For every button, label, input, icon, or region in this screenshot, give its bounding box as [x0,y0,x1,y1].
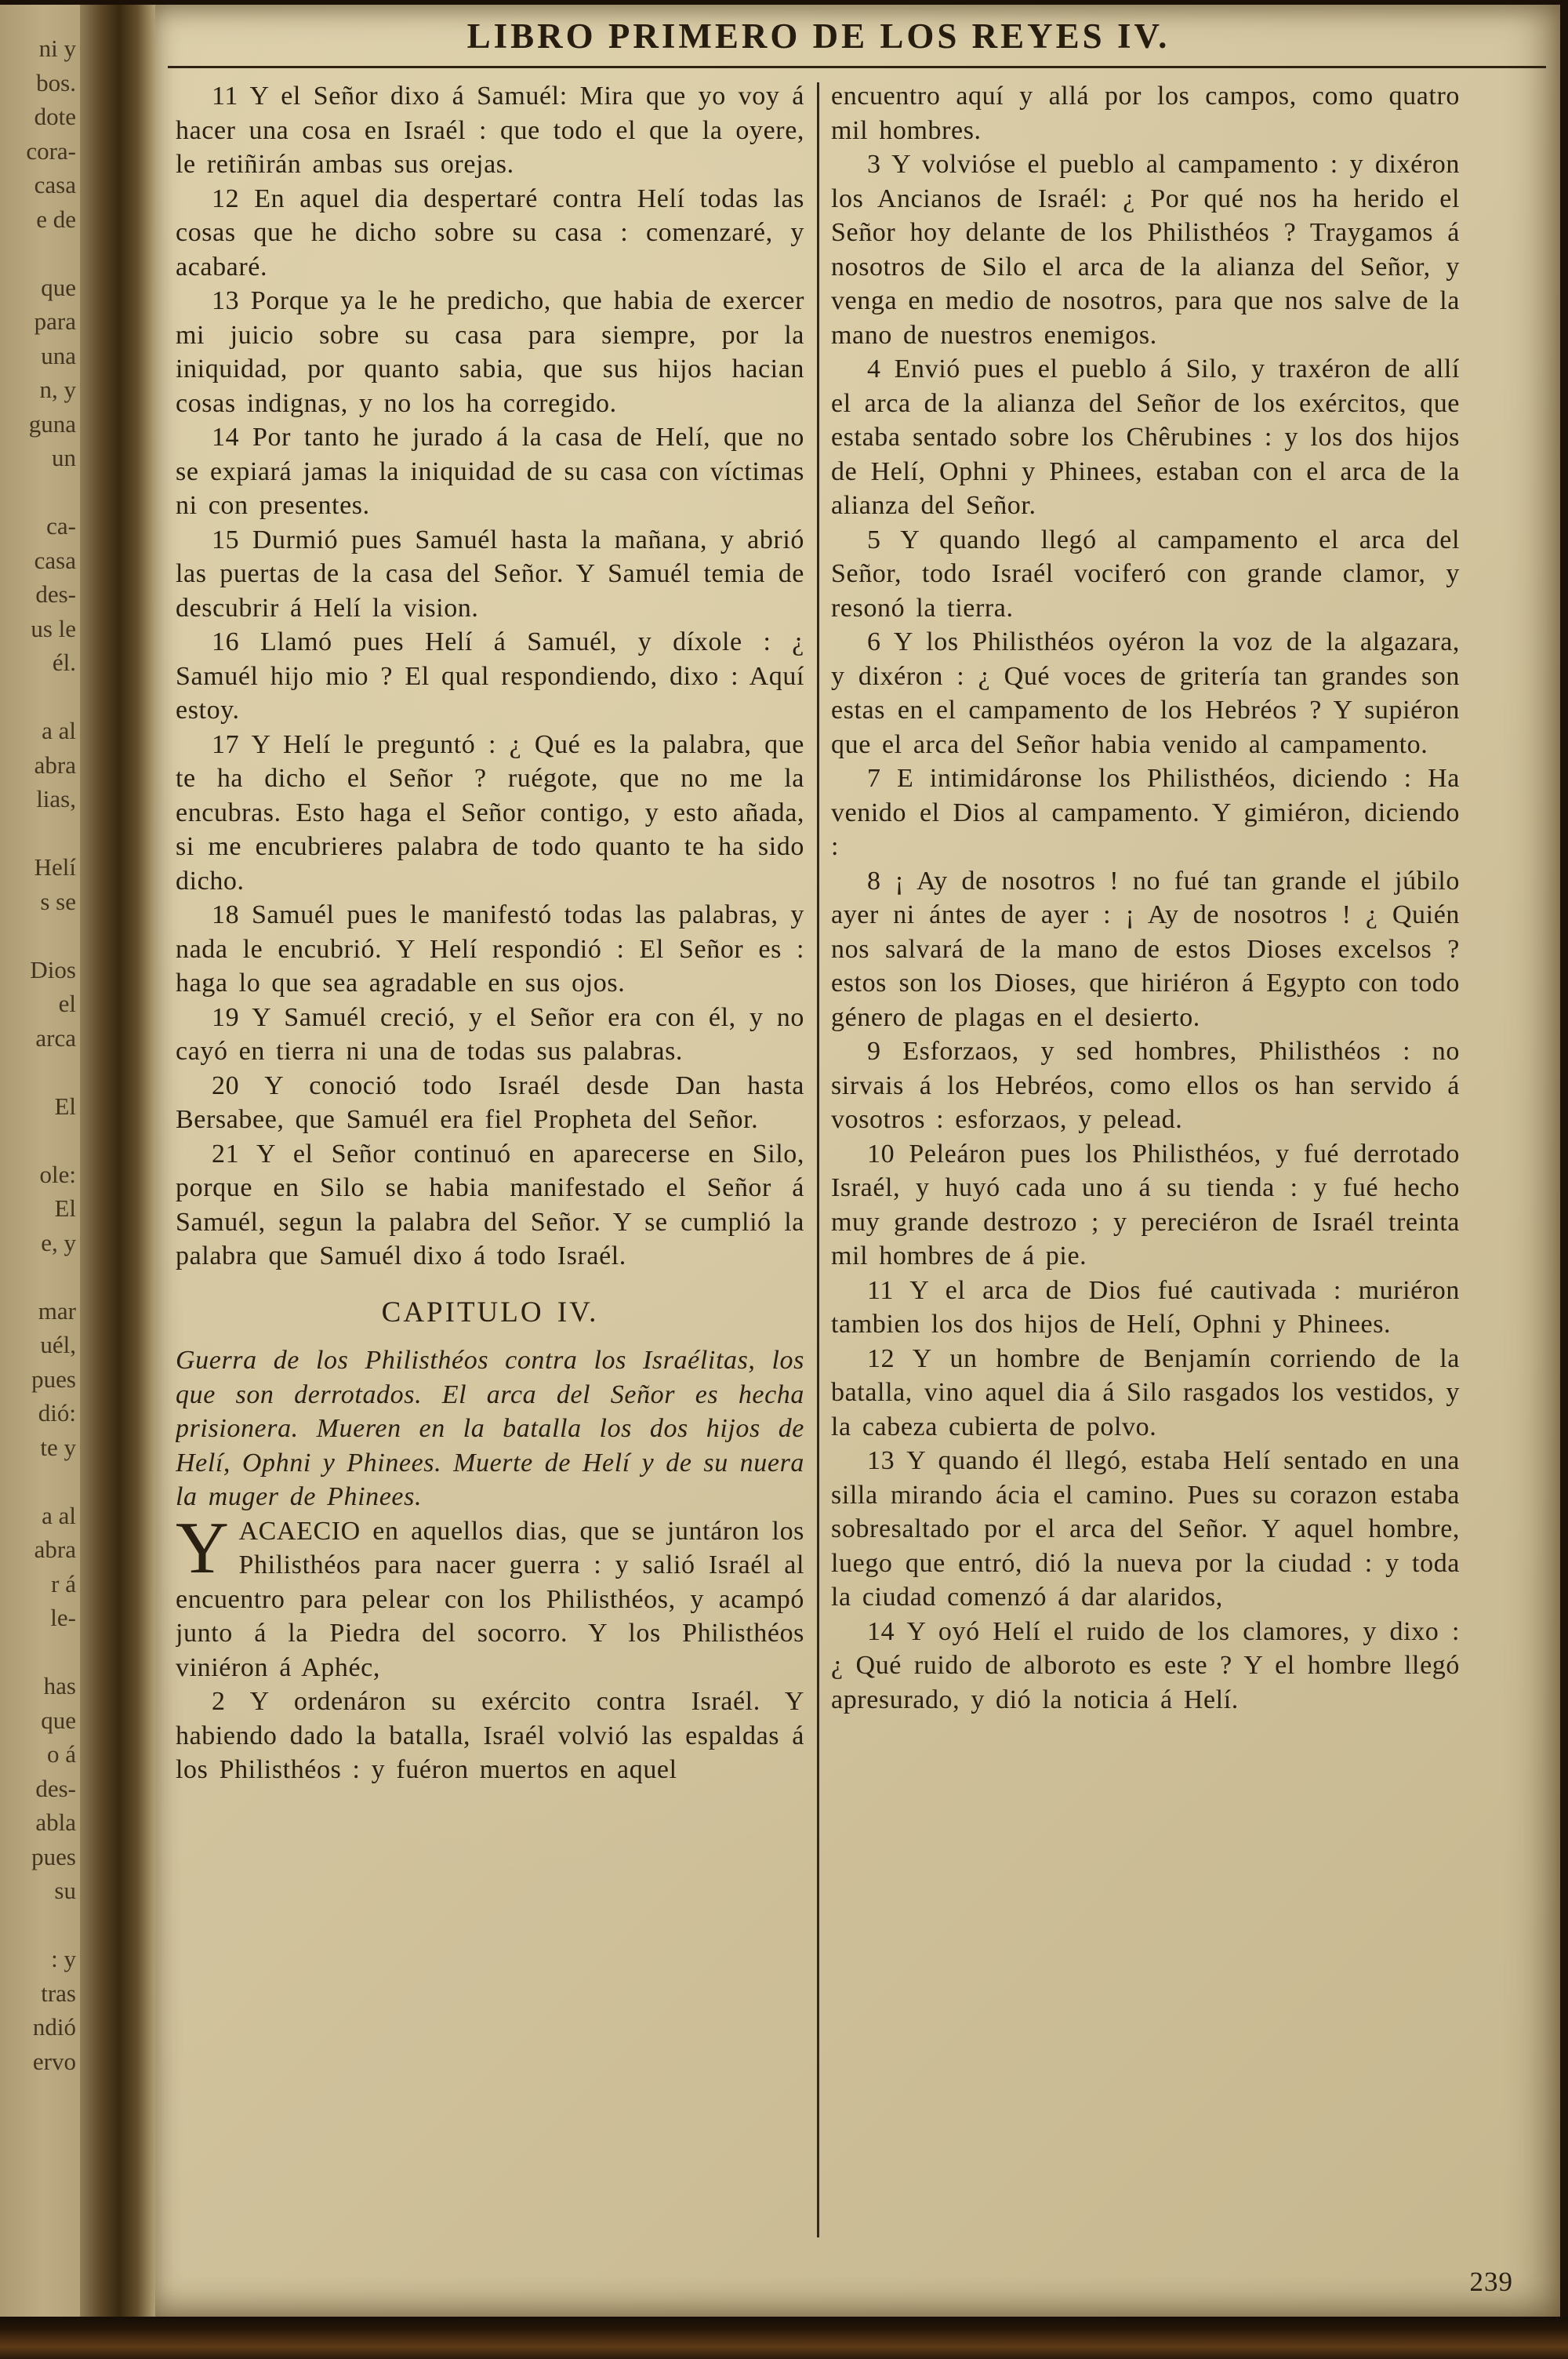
facing-page-fragment: des- [35,1774,76,1802]
facing-page-fragment: guna [28,409,76,438]
facing-page-fragment: te y [40,1433,76,1461]
facing-page-fragment: el [58,990,76,1017]
facing-page-text-fragments [0,5,80,2078]
facing-page-fragment: pues [31,1365,76,1393]
facing-page-fragment: has [43,1672,76,1699]
facing-page-fragment: mar [38,1296,76,1325]
verse-paragraph: 7 E intimidáronse los Philisthéos, diciendo : Ha venido el Dios al campamento. Y gimiéron, diciendo : [831,764,1460,861]
facing-page-fragment: r á [51,1569,76,1598]
facing-page-fragment: ni y [38,35,76,62]
facing-page-fragment [0,475,76,510]
facing-page-fragment: que [41,1706,76,1734]
facing-page-fragment: para [34,307,76,335]
facing-page-fragment: a al [42,717,76,744]
facing-page-fragment: que [41,273,76,301]
running-head-title: LIBRO PRIMERO DE LOS REYES IV. [466,16,1171,56]
verse-paragraph: 8 ¡ Ay de nosotros ! no fué tan grande el júbilo ayer ni ántes de ayer : ¡ Ay de nosotros ! ¿ Quién nos salvará de la mano de estos Dioses excelsos ? estos son los Dioses, que hiriéron á Egypto con todo género de plagas en el desierto. [831,866,1460,1032]
facing-page-fragment: arca [35,1023,76,1052]
facing-page-fragment: ole: [39,1160,76,1188]
facing-page-fragment: dió: [38,1399,76,1427]
facing-page-fragment: pues [31,1842,76,1870]
chapter-summary: Guerra de los Philisthéos contra los Israélitas, los que son derrotados. El arca del Señor es hecha prisionera. Mueren en la batalla los dos hijos de Helí, Ophni y Phinees. Muerte de Helí y de su nuera la muger de Phinees. [176,1346,804,1511]
verse-paragraph: 2 Y ordenáron su exército contra Israél. Y habiendo dado la batalla, Israél volvió las espaldas á los Philisthéos : y fuéron muertos en aquel [176,1687,804,1784]
verse-paragraph: 13 Porque ya le he predicho, que habia de exercer mi juicio sobre su casa para siempre, por la iniquidad, por quanto sabia, que sus hijos hacian cosas indignas, y no los ha corregido. [176,286,804,418]
verse-paragraph: 14 Por tanto he jurado á la casa de Helí, que no se expiará jamas la iniquidad de su casa con víctimas ni con presentes. [176,423,804,520]
verse-paragraph: 19 Y Samuél creció, y el Señor era con él, y no cayó en tierra ni una de todas sus palabras. [176,1002,804,1066]
photo-right-edge [1560,0,1568,2359]
facing-page-fragment: El [54,1194,76,1222]
verse-paragraph: 21 Y el Señor continuó en aparecerse en Silo, porque en Silo se habia manifestado el Señor á Samuél, segun la palabra del Señor. Y se cumplió la palabra que Samuél dixo á todo Israél. [176,1139,804,1270]
facing-page-fragment: él. [52,649,76,676]
left-column [176,79,804,2244]
verse-paragraph: 14 Y oyó Helí el ruido de los clamores, y dixo : ¿ Qué ruido de alboroto es este ? Y el hombre llegó apresurado, y dió la noticia á Helí. [831,1616,1460,1714]
facing-page-fragment: s se [40,887,76,915]
chapter-heading: CAPITULO IV. [381,1296,599,1329]
drop-cap-initial: Y [176,1507,230,1589]
facing-page-fragment: ndió [32,2013,76,2041]
verse-paragraph: 5 Y quando llegó al campamento el arca del Señor, todo Israél vociferó con grande clamor, y resonó la tierra. [831,525,1460,623]
facing-page-fragment: tras [41,1979,76,2007]
facing-page-fragment [0,1123,76,1158]
header-rule [168,66,1546,68]
facing-page-fragment: n, y [39,376,76,403]
facing-page-fragment [0,236,76,271]
verse-paragraph: 11 Y el arca de Dios fué cautivada : muriéron tambien los dos hijos de Helí, Ophni y Phinees. [831,1275,1460,1339]
facing-page-fragment: e, y [41,1228,76,1256]
facing-page-fragment [0,1635,76,1670]
column-divider [817,82,819,2237]
facing-page-fragment: cora- [26,136,76,165]
facing-page-fragment: Helí [34,853,76,881]
verse-paragraph: YACAECIO en aquellos dias, que se juntáron los Philisthéos para nacer guerra : y salió Israél al encuentro para pelear con los Philisthéos, y acampó junto á la Piedra del socorro. Y los Philisthéos viniéron á Aphéc, [176,1507,804,1682]
facing-page-fragment [0,680,76,714]
facing-page-fragment: us le [31,614,76,642]
verse-paragraph: 10 Peleáron pues los Philisthéos, y fué derrotado Israél, y huyó cada uno á su tienda : y fué hecho muy grande destrozo ; y pereciéron de Israél treinta mil hombres de á pie. [831,1139,1460,1270]
verse-paragraph: 13 Y quando él llegó, estaba Helí sentado en una silla mirando ácia el camino. Pues su corazon estaba sobresaltado por el arca del Señor. Y aquel hombre, luego que entró, dió la nueva por la ciudad : y toda la ciudad comenzó á dar alaridos, [831,1446,1460,1612]
verse-paragraph: 6 Y los Philisthéos oyéron la voz de la algazara, y dixéron : ¿ Qué voces de gritería tan grandes son estas en el campamento de los Hebréos ? Y supiéron que el arca del Señor habia venido al campamento. [831,627,1460,759]
facing-page-fragment: abra [34,1536,76,1563]
verse-paragraph: 3 Y volvióse el pueblo al campamento : y dixéron los Ancianos de Israél: ¿ Por qué nos ha herido el Señor hoy delante de los Philisthéos ? Traygamos á nosotros de Silo el arca de la alianza del Señor, y venga en medio de nosotros, para que nos salve de la mano de nuestros enemigos. [831,150,1460,350]
book-page [155,5,1560,2317]
facing-page-fragment: bos. [36,68,76,96]
verse-paragraph: 9 Esforzaos, y sed hombres, Philisthéos : no sirvais á los Hebréos, como ellos os han servido á vosotros : esforzaos, y pelead. [831,1037,1460,1134]
verse-paragraph: 4 Envió pues el pueblo á Silo, y traxéron de allí el arca de la alianza del Señor de los exércitos, que estaba sentado sobre los Chêrubines : y los dos hijos de Helí, Ophni y Phinees, estaban con el arca de la alianza del Señor. [831,354,1460,520]
facing-page-fragment: uél, [40,1331,76,1358]
facing-page-fragment: Dios [30,955,76,983]
right-column [831,79,1460,2244]
facing-page-fragment: una [41,341,76,369]
facing-page-fragment: abla [35,1808,76,1836]
facing-page-edge [0,5,80,2317]
verse-paragraph: 20 Y conoció todo Israél desde Dan hasta Bersabee, que Samuél era fiel Propheta del Señor. [176,1070,804,1134]
facing-page-fragment: e de [36,205,76,233]
verse-paragraph: 18 Samuél pues le manifestó todas las palabras, y nada le encubrió. Y Helí respondió : El Señor es : haga lo que sea agradable en sus ojos. [176,900,804,998]
facing-page-fragment [0,1908,76,1943]
facing-page-fragment: ca- [46,512,76,540]
facing-page-fragment: dote [34,103,76,130]
verse-paragraph: 12 Y un hombre de Benjamín corriendo de la batalla, vino aquel dia á Silo rasgados los vestidos, y la cabeza cubierta de polvo. [831,1343,1460,1441]
facing-page-fragment: ervo [32,2047,76,2075]
facing-page-fragment: le- [50,1604,76,1631]
facing-page-fragment: abra [34,751,76,779]
facing-page-fragment: El [54,1092,76,1120]
facing-page-fragment: lias, [36,785,76,812]
book-gutter-shadow [80,5,155,2317]
facing-page-fragment: des- [35,580,76,608]
facing-page-fragment: su [54,1877,76,1904]
verse-paragraph: 11 Y el Señor dixo á Samuél: Mira que yo voy á hacer una cosa en Israél : que todo el que la oyere, le retiñirán ambas sus orejas. [176,82,804,179]
verse-paragraph: 15 Durmió pues Samuél hasta la mañana, y abrió las puertas de la casa del Señor. Y Samuél temia de descubrir á Helí la vision. [176,525,804,623]
verse-paragraph: 17 Y Helí le preguntó : ¿ Qué es la palabra, que te ha dicho el Señor ? ruégote, que no me la encubras. Esto haga el Señor contigo, y esto añada, si me encubrieres palabra de todo quanto te ha sido dicho. [176,729,804,896]
facing-page-fragment: casa [34,546,76,574]
book-bottom-edge [0,2317,1568,2359]
verse-paragraph: encuentro aquí y allá por los campos, como quatro mil hombres. [831,82,1460,145]
facing-page-fragment [0,918,76,953]
facing-page-fragment: casa [34,171,76,198]
facing-page-fragment [0,1055,76,1089]
facing-page-fragment: a al [42,1501,76,1529]
text-columns [176,79,1493,2244]
facing-page-fragment [0,816,76,851]
verse-paragraph: 16 Llamó pues Helí á Samuél, y díxole : ¿ Samuél hijo mio ? El qual respondiendo, dixo : Aquí estoy. [176,627,804,725]
verse-paragraph: 12 En aquel dia despertaré contra Helí todas las cosas que he dicho sobre su casa : comenzaré, y acabaré. [176,184,804,282]
facing-page-fragment: : y [51,1945,76,1972]
facing-page-fragment: o á [46,1740,76,1768]
page-number: 239 [1469,2266,1513,2297]
facing-page-fragment: un [52,444,76,471]
facing-page-fragment [0,1464,76,1499]
facing-page-fragment [0,1259,76,1294]
